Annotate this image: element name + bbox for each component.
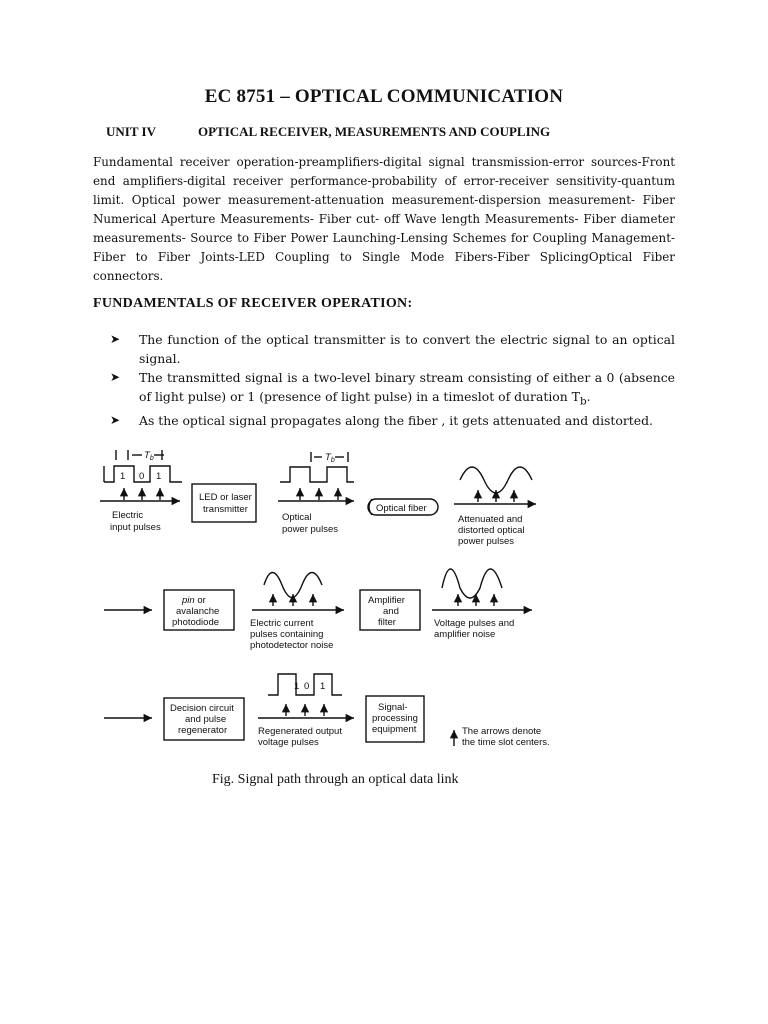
- bullet-item: [110, 411, 675, 430]
- regenerated-label: voltage pulses: [258, 737, 319, 748]
- unit-title: OPTICAL RECEIVER, MEASUREMENTS AND COUPLING: [198, 124, 551, 139]
- bullet-item: [110, 330, 675, 368]
- decision-label: Decision circuit: [170, 703, 234, 714]
- current-label: pulses containing: [250, 629, 324, 640]
- current-label: photodetector noise: [250, 640, 334, 651]
- optical-fiber-label: Optical fiber: [376, 503, 427, 514]
- arrowhead-bullet-icon: ➤: [110, 370, 121, 384]
- bit-label: 1: [294, 681, 300, 692]
- regenerated-label: Regenerated output: [258, 726, 342, 737]
- bullet-text: The function of the optical transmitter is to convert the electric signal to an optical signal.: [139, 332, 675, 366]
- signal-processing-label: processing: [372, 713, 418, 724]
- voltage-label: Voltage pulses and: [434, 618, 515, 629]
- tb-label: $T_b$: [144, 450, 154, 462]
- syllabus-paragraph: Fundamental receiver operation-preamplifiers-digital signal transmission-error sources-Front end amplifiers-digital receiver performance-probability of error-receiver sensitivity-quantum limit. Optical power measurement-attenuation measurement-dispersion measurement- Fiber Numerical Aperture Measurements- Fiber cut- off Wave length Measurements- Fiber diameter measurements- Source to Fiber Power Launching-Lensing Schemes for Coupling Management-Fiber to Fiber Joints-LED Coupling to Single Mode Fibers-Fiber SplicingOptical Fiber connectors.: [93, 155, 675, 283]
- bullet-list: [110, 330, 675, 430]
- transmitter-label: transmitter: [203, 504, 248, 515]
- current-label: Electric current: [250, 618, 314, 629]
- amplifier-label: Amplifier: [368, 595, 405, 606]
- optical-pulses-label: Optical: [282, 512, 312, 523]
- bit-label: 1: [320, 681, 326, 692]
- bit-label: 1: [120, 471, 126, 482]
- decision-label: and pulse: [185, 714, 227, 725]
- unit-number: UNIT IV: [106, 124, 156, 139]
- amplifier-label: and: [383, 606, 399, 617]
- figure-caption: Fig. Signal path through an optical data link: [212, 772, 459, 787]
- tb-subscript: b: [579, 395, 587, 408]
- document-title: EC 8751 – OPTICAL COMMUNICATION: [204, 86, 564, 107]
- section-heading: FUNDAMENTALS OF RECEIVER OPERATION:: [93, 296, 413, 311]
- photodiode-label: pin or: [182, 595, 206, 606]
- bit-label: 0: [139, 471, 145, 482]
- bit-label: 0: [304, 681, 310, 692]
- transmitter-label: LED or laser: [199, 492, 252, 503]
- input-pulses-label: Electric: [112, 510, 144, 521]
- bullet-item: [110, 368, 675, 411]
- tb-label: $T_b$: [325, 452, 335, 464]
- signal-processing-label: Signal-: [378, 702, 408, 713]
- photodiode-label: photodiode: [172, 617, 220, 628]
- arrowhead-bullet-icon: ➤: [110, 332, 121, 346]
- amplifier-label: filter: [378, 617, 396, 628]
- photodiode-label: avalanche: [176, 606, 220, 617]
- signal-processing-label: equipment: [372, 724, 417, 735]
- optical-pulses-label: power pulses: [282, 524, 338, 535]
- attenuated-label: power pulses: [458, 536, 514, 547]
- input-pulses-label: input pulses: [110, 522, 161, 533]
- bullet-text: The transmitted signal is a two-level binary stream consisting of either a 0 (absence of light pulse) or 1 (presence of light pulse) in a timeslot of duration T: [139, 370, 675, 404]
- arrows-note: the time slot centers.: [462, 737, 550, 748]
- arrowhead-bullet-icon: ➤: [110, 413, 121, 428]
- attenuated-label: Attenuated and: [458, 514, 523, 525]
- decision-label: regenerator: [178, 725, 228, 736]
- bullet-end: .: [586, 389, 591, 404]
- bit-label: 1: [156, 471, 162, 482]
- attenuated-label: distorted optical: [458, 525, 525, 536]
- signal-path-figure: [92, 440, 572, 750]
- arrows-note: The arrows denote: [462, 726, 542, 737]
- bullet-text: As the optical signal propagates along the fiber , it gets attenuated and distorted.: [139, 413, 653, 429]
- voltage-label: amplifier noise: [434, 629, 496, 640]
